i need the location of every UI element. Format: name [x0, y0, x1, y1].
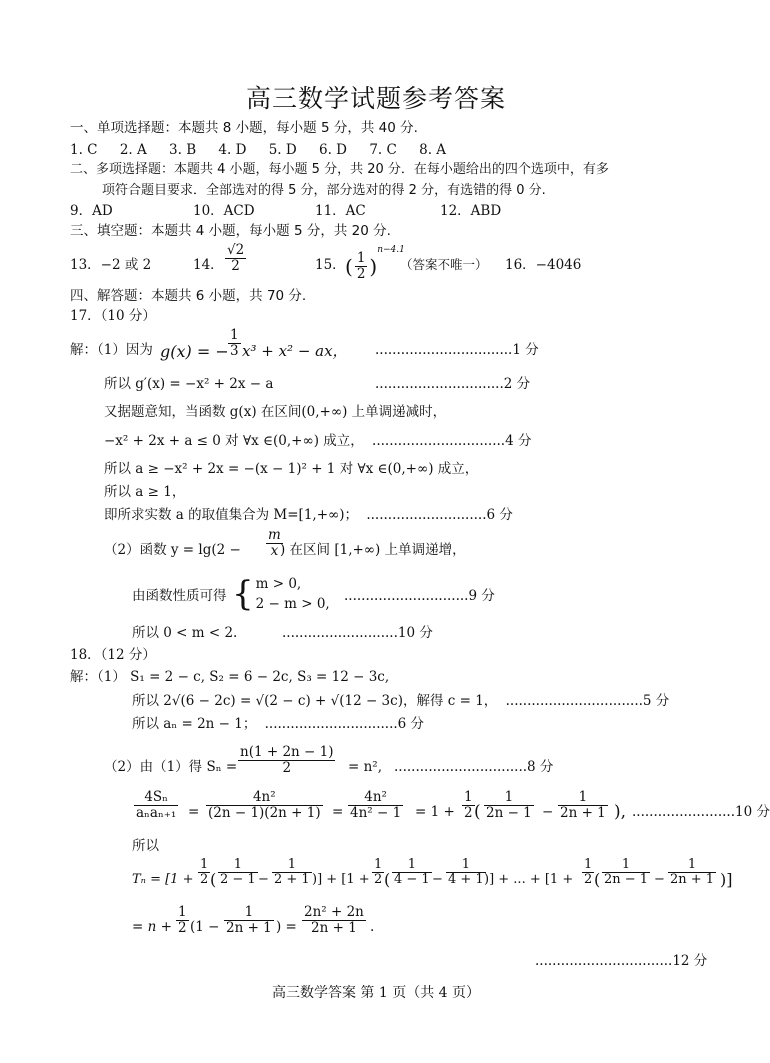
q18-line-1: 解：（1） S₁ = 2 − c, S₂ = 6 − 2c, S₃ = 12 − 3c, — [70, 669, 390, 685]
q18-term-1-numerator: 1 — [484, 790, 534, 806]
q18-tn-term-1b: 2 + 1 — [274, 872, 310, 888]
answer-2: 2. A — [119, 142, 147, 158]
answer-14-denominator: 2 — [231, 257, 240, 274]
q18-sn-denominator: 2 — [282, 759, 292, 776]
q18-product-denominator: (2n − 1)(2n + 1) — [208, 804, 321, 821]
q18-line-3-text: 所以 aₙ = 2n − 1； — [132, 716, 257, 732]
q17-part-2-line-2-prefix: 由函数性质可得 — [132, 588, 227, 604]
q17-line-7 — [104, 507, 513, 523]
answer-11: 11．AC — [315, 203, 366, 219]
answer-5: 5. D — [268, 142, 297, 158]
q18-term-2-numerator: 1 — [558, 790, 608, 806]
answer-15-note: （答案不唯一） — [400, 257, 488, 272]
q18-tn-final-denominator: 2n + 1 — [311, 919, 357, 936]
q18-header: 18．（12 分） — [70, 647, 156, 663]
q18-half-denominator: 2 — [464, 804, 473, 821]
answer-1: 1. C — [70, 142, 98, 158]
answer-4: 4. D — [218, 142, 247, 158]
q17-line-4-text: −x² + 2x + a ≤ 0 对 ∀x ∈(0,+∞) 成立， — [104, 433, 364, 449]
q17-line-2 — [104, 376, 531, 392]
q18-line-2 — [132, 693, 669, 709]
q18-tn-final-fraction — [302, 905, 366, 936]
q18-tn-term-2b: 4 + 1 — [448, 872, 484, 888]
q18-tn-result-denominator: 2n + 1 — [226, 919, 272, 936]
answer-15-exponent: n−4.1 — [377, 245, 405, 255]
q17-condition-system: { m > 0, 2 − m > 0, — [232, 574, 330, 615]
q17-score-6: ............................6 分 — [366, 507, 513, 523]
section-4-heading: 四、解答题：本题共 6 小题，共 70 分. — [70, 288, 307, 304]
q18-ratio-numerator: 4Sₙ — [134, 790, 178, 806]
section-2-heading-line1: 二、多项选择题：本题共 4 小题，每小题 5 分，共 20 分．在每小题给出的四个选项中，有多 — [70, 162, 609, 177]
q18-term-1-fraction — [484, 790, 534, 821]
q18-score-12: ................................12 分 — [535, 953, 708, 969]
q18-simplified-fraction — [348, 790, 403, 821]
q18-term-1-denominator: 2n − 1 — [486, 804, 532, 821]
q18-ratio-fraction — [134, 790, 178, 821]
answer-14-fraction — [225, 243, 246, 274]
q17-part-2-prefix: （2）函数 y = lg(2 − — [104, 542, 241, 558]
q18-part-2-line-3: 所以 — [132, 838, 159, 854]
q17-line-2-text: 所以 g′(x) = −x² + 2x − a — [104, 376, 274, 392]
q18-term-2-fraction — [558, 790, 608, 821]
q17-line-1-eq: g(x) = − — [160, 342, 229, 361]
q17-line-1-rest: x³ + x² − ax， — [242, 342, 348, 360]
q17-score-4: ...............................4 分 — [372, 433, 532, 449]
q17-score-10: ...........................10 分 — [282, 625, 433, 641]
answer-15-expression: ( $\frac{1}{2}$ )$^{n-4.1}$ — [345, 245, 405, 282]
q18-term-2-denominator: 2n + 1 — [560, 804, 606, 821]
sec1-answers — [70, 142, 446, 158]
q18-tn-ellipsis: )] + ... + [1 + — [484, 872, 574, 887]
q17-score-1: ................................1 分 — [375, 342, 539, 358]
q18-tn-term-1a: 2 − 1 — [220, 872, 256, 888]
q18-tn-final-numerator: 2n² + 2n — [304, 904, 364, 920]
q17-part-2-line-3-text: 所以 0 < m < 2. — [132, 625, 238, 641]
section-3-heading: 三、填空题：本题共 4 小题，每小题 5 分，共 20 分. — [70, 223, 391, 239]
q18-simplified-denominator: 4n² − 1 — [350, 804, 402, 821]
q18-tn-prefix: Tₙ = [1 + — [132, 872, 194, 887]
q18-score-10: ........................10 分 — [632, 804, 770, 820]
q18-score-5: ................................5 分 — [505, 693, 670, 709]
answer-12: 12．ABD — [440, 203, 502, 219]
answer-10: 10．ACD — [193, 203, 255, 219]
section-2-heading-line2: 项符合题目要求．全部选对的得 5 分，部分选对的得 2 分，有选错的得 0 分. — [102, 183, 546, 198]
q17-score-2: ..............................2 分 — [375, 376, 531, 392]
q17-part-2-fraction-denominator: x — [270, 542, 279, 559]
answer-3: 3. B — [169, 142, 197, 158]
q18-simplified-numerator: 4n² — [348, 790, 403, 806]
q18-one-plus: = 1 + — [415, 804, 455, 820]
q18-tn-term-2a: 4 − 1 — [394, 872, 430, 888]
page-footer: 高三数学答案 第 1 页（共 4 页） — [271, 985, 481, 1001]
q18-score-6: ...............................6 分 — [264, 716, 425, 732]
answer-13: 13．−2 或 2 — [70, 257, 152, 273]
q18-sn-fraction — [238, 745, 335, 776]
answer-14-numerator: √2 — [227, 242, 245, 258]
answer-16: 16．−4046 — [505, 257, 582, 273]
q18-half-numerator: 1 — [464, 789, 473, 805]
q18-score-8: ...............................8 分 — [394, 759, 554, 775]
sec2-answers — [70, 203, 502, 219]
q18-sn-numerator: n(1 + 2n − 1) — [240, 744, 334, 760]
answer-14-label: 14． — [193, 257, 224, 273]
q17-part-2-line-3 — [132, 625, 433, 641]
answer-9: 9．AD — [70, 203, 113, 219]
answer-7: 7. C — [369, 142, 397, 158]
q18-product-fraction — [206, 790, 323, 821]
q17-part-2-fraction-numerator: m — [268, 527, 281, 543]
answer-8: 8. A — [419, 142, 447, 158]
q17-line-1-prefix: 解：（1）因为 — [70, 342, 153, 358]
q17-line-7-text: 即所求实数 a 的取值集合为 M=[1,+∞)； — [104, 507, 359, 523]
q18-ratio-denominator: aₙaₙ₊₁ — [136, 804, 177, 821]
q18-part-2-prefix: （2）由（1）得 Sₙ = — [104, 759, 238, 775]
answer-6: 6. D — [319, 142, 348, 158]
q17-condition-1: m > 0, — [255, 576, 302, 592]
page-title: 高三数学试题参考答案 — [245, 84, 506, 113]
q18-tn-term-na: 2n − 1 — [604, 872, 649, 888]
q18-tn-result-prefix: = n + — [132, 919, 172, 935]
q18-half-fraction — [462, 790, 475, 821]
q17-part-2-suffix: ) 在区间 [1,+∞) 上单调递增， — [280, 542, 466, 558]
q17-line-3: 又据题意知，当函数 g(x) 在区间(0,+∞) 上单调递减时， — [104, 404, 447, 420]
q17-line-6: 所以 a ≥ 1， — [104, 484, 186, 500]
q18-line-3 — [132, 716, 424, 732]
q17-line-1-fraction: $\frac{1}{3}$ — [230, 327, 239, 359]
answer-15-label: 15． — [315, 257, 346, 273]
q18-tn-term-nb: 2n + 1 — [670, 872, 715, 888]
q17-line-5: 所以 a ≥ −x² + 2x = −(x − 1)² + 1 对 ∀x ∈(0,+∞) 成立， — [104, 461, 479, 477]
q18-sn-result: = n², — [348, 759, 383, 775]
q17-line-4 — [104, 433, 531, 449]
q17-header: 17．（10 分） — [70, 308, 156, 324]
q18-product-numerator: 4n² — [206, 790, 323, 806]
q18-tn-result-inner: (1 − — [190, 919, 220, 935]
section-1-heading: 一、单项选择题：本题共 8 小题，每小题 5 分，共 40 分. — [70, 120, 418, 136]
q18-line-2-text: 所以 2√(6 − 2c) = √(2 − c) + √(12 − 3c)，解得 c = 1， — [132, 693, 498, 709]
q17-score-9: .............................9 分 — [344, 588, 495, 604]
q17-condition-2: 2 − m > 0, — [255, 596, 330, 613]
